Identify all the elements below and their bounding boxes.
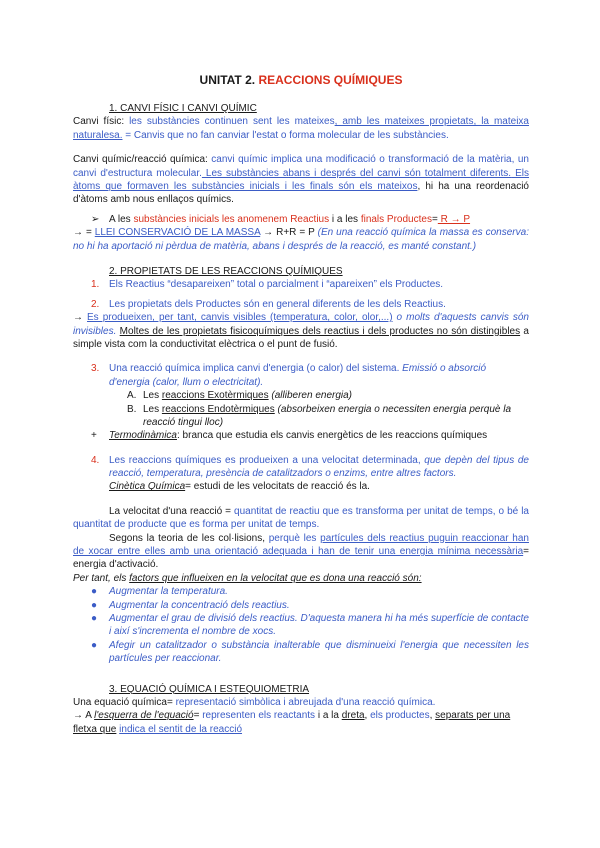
document-content <box>73 66 529 736</box>
canvi-quimic-paragraph <box>73 153 529 207</box>
canvi-fisic-paragraph <box>73 115 529 142</box>
termodinamica-line: + Termodinàmica: branca que estudia els canvis energètics de les reaccions químiques <box>91 430 488 442</box>
bullet-dot-icon: ● <box>91 586 98 598</box>
bullet-dot-icon: ● <box>91 612 98 624</box>
section-1-heading: 1. CANVI FÍSIC I CANVI QUÍMIC <box>109 103 257 115</box>
list-item: ● Afegir un catalitzador o substància inalterable que disminueixi l'energia que necessiten les partícules per reaccionar. <box>91 639 529 665</box>
property-2: 2. Les propietats dels Productes són en general diferents de les dels Reactius. <box>91 298 446 310</box>
reactius-productes-line: ➢ A les substàncies inicials les anomenem Reactius i a les finals Productes= R → P <box>91 213 471 225</box>
list-item: ● Augmentar la temperatura. <box>91 586 228 598</box>
canvi-fisic-text-c: = Canvis que no fan canviar l'estat o forma molecular de les substàncies. <box>122 129 449 141</box>
canvi-fisic-text-a: les substàncies continuen sent les mateixes <box>129 116 335 128</box>
list-item: ● Augmentar la concentració dels reactius. <box>91 599 290 611</box>
canvi-quimic-text-c: Els àtoms que formaven les substàncies inicials i les finals són els mateixos <box>73 167 529 193</box>
canvi-fisic-text-b: , amb les mateixes propietats, la mateixa naturalesa. <box>73 116 529 141</box>
page-title <box>73 72 529 88</box>
section-2-heading: 2. PROPIETATS DE LES REACCIONS QUÍMIQUES <box>109 265 343 277</box>
canvi-fisic-label: Canvi físic: <box>73 116 130 128</box>
canvi-quimic-text-a: canvi químic implica una modificació o transformació de la matèria, un canvi d'estructura molecular. <box>73 154 529 179</box>
equacio-definition: Una equació química= representació simbòlica i abreujada d'una reacció química. <box>73 696 436 708</box>
colisions-paragraph: Segons la teoria de les col·lisions, perquè les partícules dels reactius puguin reaccionar han de xocar entre elles amb una orientació adequada i han de tenir una energia mínima necessària= energia d'activació. <box>73 532 529 571</box>
factors-intro: Per tant, els factors que influeixen en la velocitat que es dona una reacció són: <box>73 572 422 584</box>
bullet-dot-icon: ● <box>91 639 98 651</box>
velocitat-paragraph: La velocitat d'una reacció = quantitat de reactiu que es transforma per unitat de temps, o bé la quantitat de producte que es forma per unitat de temps. <box>73 505 529 531</box>
property-3-b: B. Les reaccions Endotèrmiques (absorbeixen energia o necessiten energia perquè la reacció tingui lloc) <box>127 403 512 428</box>
property-3-a: A. Les reaccions Exotèrmiques (alliberen energia) <box>127 390 353 402</box>
llei-conservacio-paragraph: → = LLEI CONSERVACIÓ DE LA MASSA → R+R = P (En una reacció química la massa es conserva: no hi ha aportació ni pèrdua de matèria, abans i després de la reacció, es manté constant.) <box>73 227 529 252</box>
property-3: 3. Una reacció química implica canvi d'energia (o calor) del sistema. Emissió o absorció d'energia (calor, llum o electricitat). <box>91 363 487 388</box>
canvi-quimic-text-d: , hi ha una reordenació d'àtoms amb nous enllaços químics. <box>73 181 529 206</box>
equacio-explanation: → A l'esquerra de l'equació= representen els reactants i a la dreta, els productes, separats per una fletxa que indica el sentit de la reacció <box>73 710 511 735</box>
property-4: 4. Les reaccions químiques es produeixen a una velocitat determinada, que depèn del tipus de reacció, temperatura, presència de catalitzadors o enzims, entre altres factors. Cinètica Química= estudi de les velocitats de reacció és la. <box>91 454 529 493</box>
plus-bullet-icon: + <box>91 430 97 442</box>
canvi-quimic-text-b: Les substàncies abans i després del canvi són totalment diferents. <box>201 167 512 179</box>
property-1: 1. Els Reactius “desapareixen” total o parcialment i “apareixen” els Productes. <box>91 279 444 291</box>
list-item: ● Augmentar el grau de divisió dels reactius. D'aquesta manera hi ha més superfície de contacte i així s'incrementa el nombre de xocs. <box>91 612 529 638</box>
canvi-quimic-label: Canvi químic/reacció química: <box>73 154 212 166</box>
title-prefix: UNITAT 2. <box>199 73 259 87</box>
bullet-dot-icon: ● <box>91 599 98 611</box>
title-main: REACCIONS QUÍMIQUES <box>258 73 403 87</box>
section-3-heading: 3. EQUACIÓ QUÍMICA I ESTEQUIOMETRIA <box>109 683 310 695</box>
llei-conservacio-title: LLEI CONSERVACIÓ DE LA MASSA <box>94 227 261 239</box>
factors-list <box>73 585 529 665</box>
property-2-details: → Es produeixen, per tant, canvis visibles (temperatura, color, olor,...) o molts d'aquests canvis són invisibles. Moltes de les propietats fisicoquímiques dels reactius i dels productes no són distingibles a simple vista com la conductivitat elèctrica o el punt de fusió. <box>73 312 529 350</box>
arrow-bullet-icon: ➢ <box>91 213 100 225</box>
